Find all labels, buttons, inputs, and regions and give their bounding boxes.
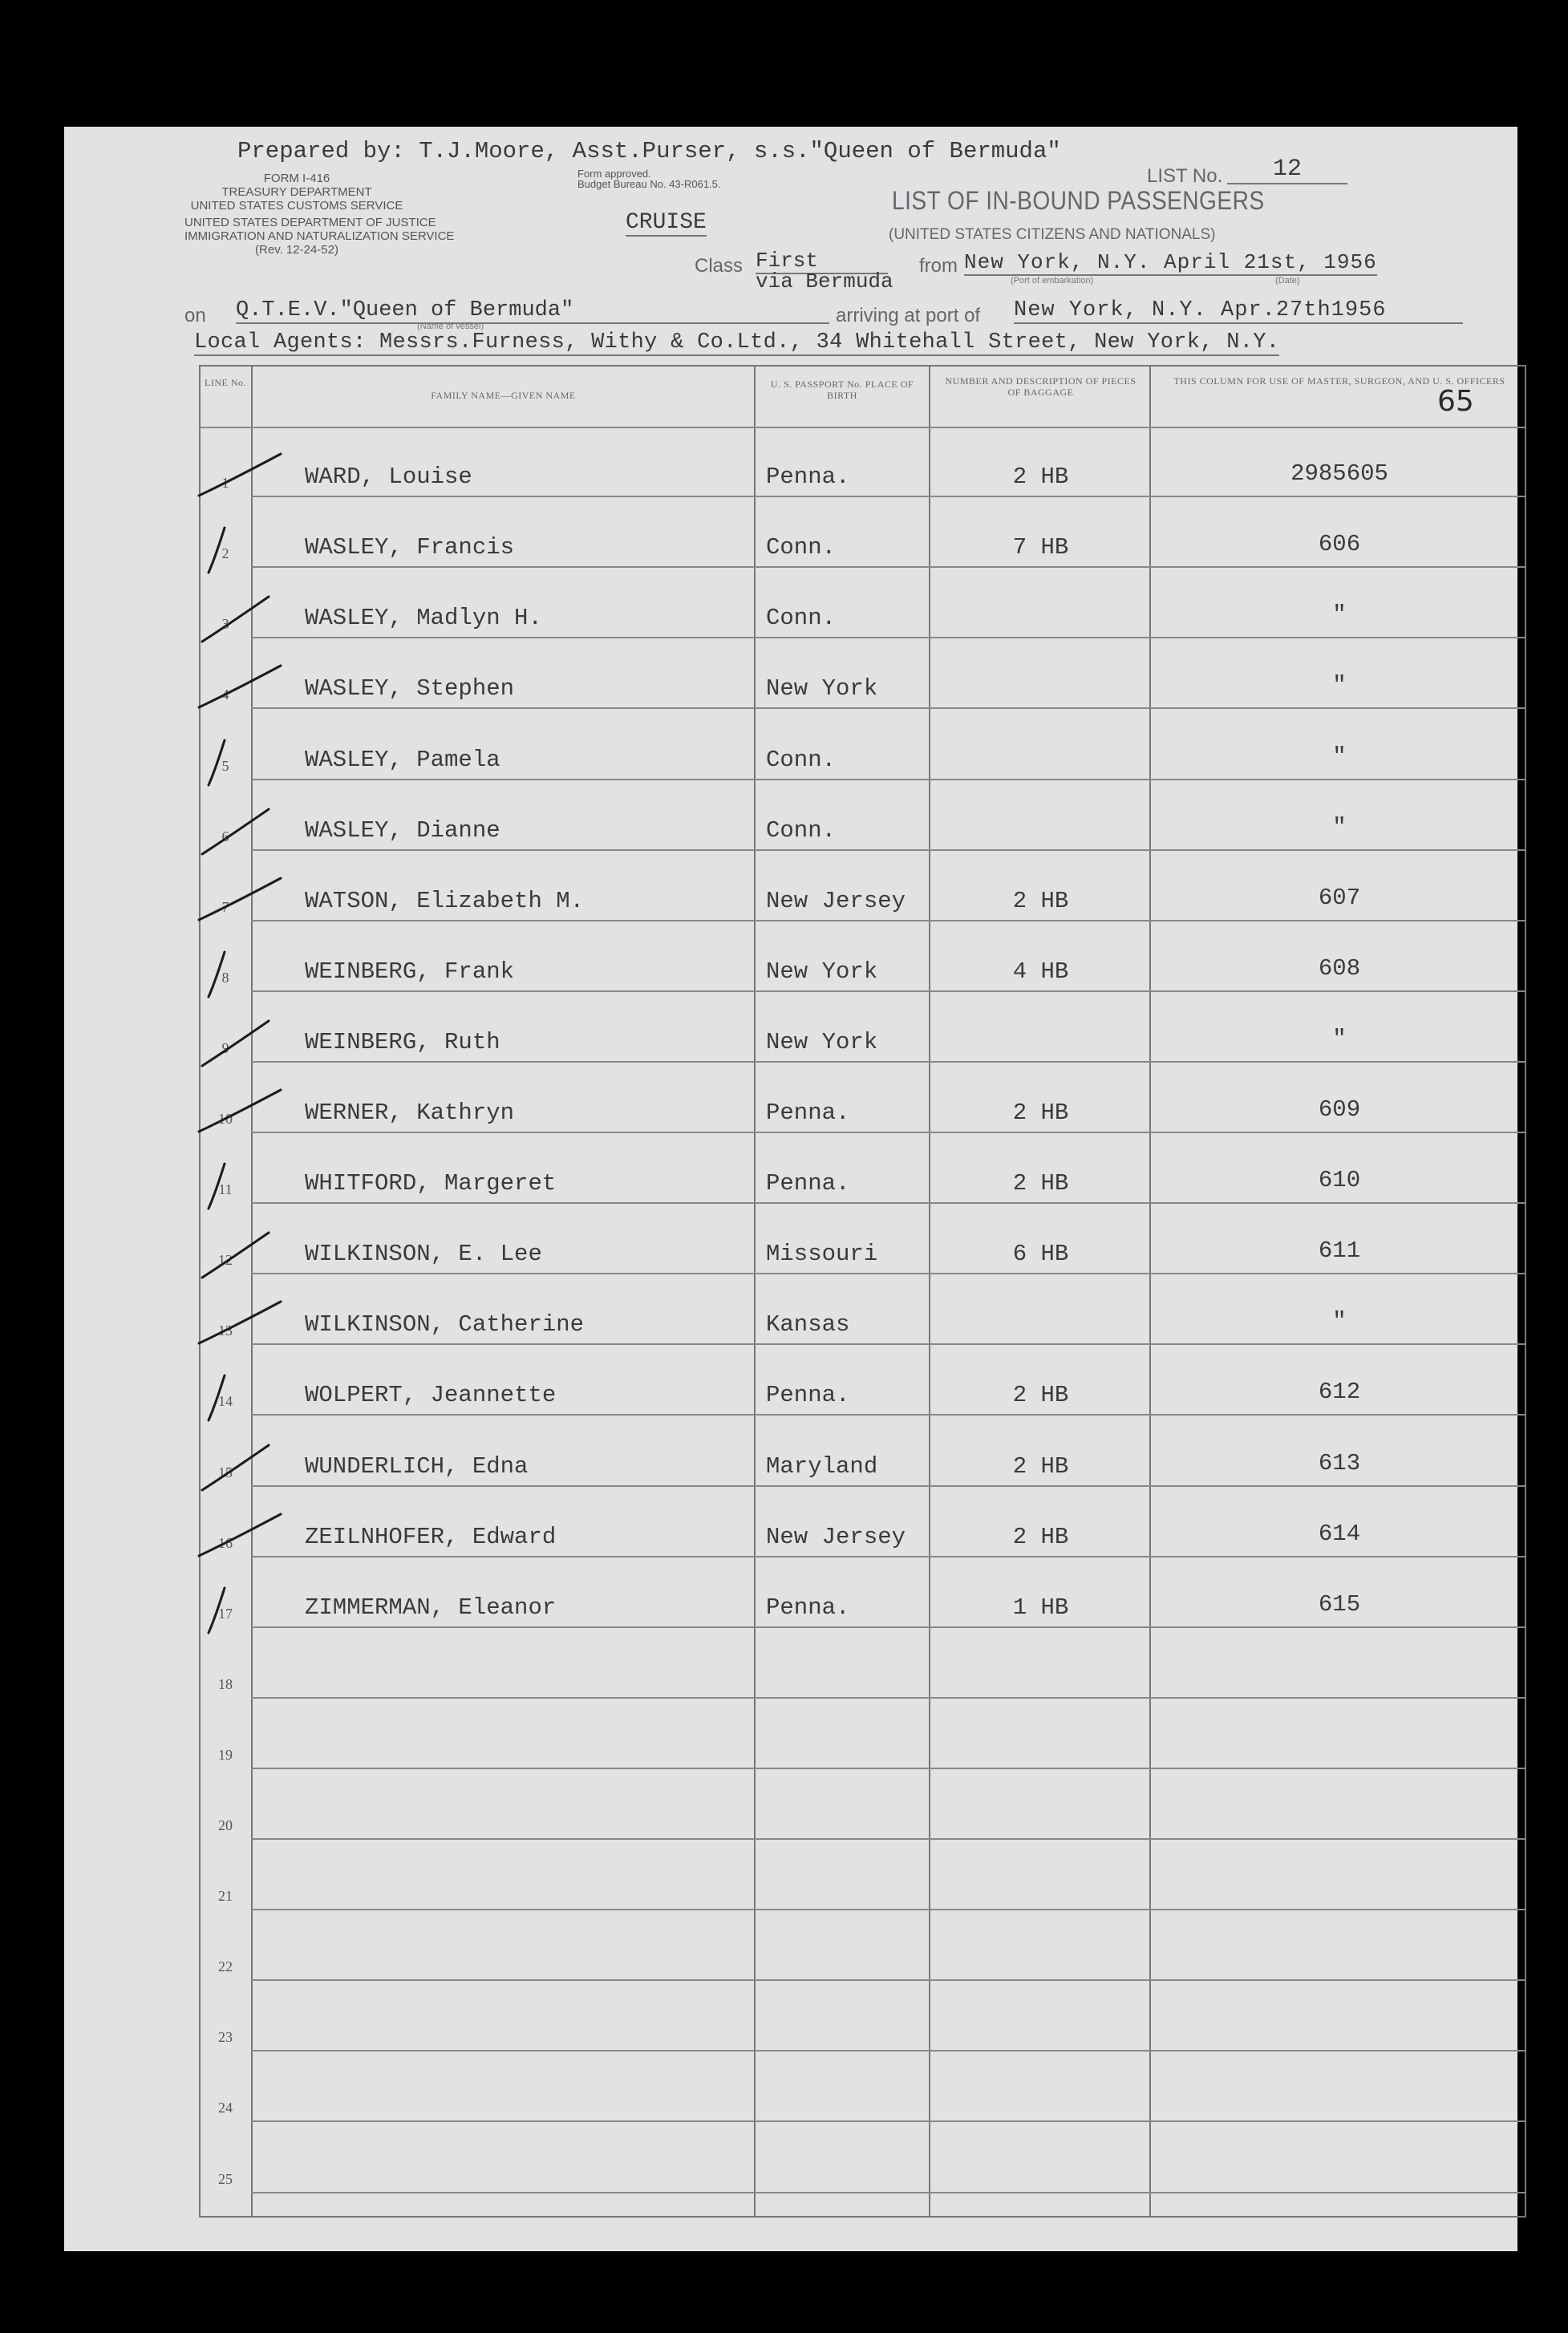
- vessel-name: Q.T.E.V."Queen of Bermuda": [236, 298, 829, 324]
- check-mark-icon: [192, 934, 289, 1007]
- check-mark-icon: [192, 1358, 289, 1430]
- header-line-no: LINE No.: [205, 377, 246, 388]
- row-rule: [251, 1909, 1526, 1910]
- line-number: 11: [218, 1181, 233, 1198]
- place-of-birth: Penna.: [766, 1100, 850, 1126]
- check-mark-icon: [192, 723, 289, 795]
- baggage-count: 2 HB: [1012, 1100, 1069, 1126]
- column-divider: [754, 365, 756, 2218]
- service-line: IMMIGRATION AND NATURALIZATION SERVICE: [184, 229, 455, 243]
- passenger-name: WILKINSON, Catherine: [305, 1311, 585, 1339]
- row-rule: [251, 1556, 1526, 1557]
- place-of-birth: Penna.: [766, 1382, 850, 1409]
- row-rule: [251, 1202, 1526, 1204]
- line-number: 5: [221, 757, 229, 774]
- form-approved: [577, 168, 721, 189]
- header-family-name: FAMILY NAME—GIVEN NAME: [431, 390, 576, 401]
- passenger-name: WASLEY, Dianne: [305, 816, 500, 844]
- arriving-label: arriving at port of: [836, 305, 981, 326]
- row-rule: [251, 637, 1526, 638]
- header-passport: U. S. PASSPORT No. PLACE OF BIRTH: [770, 379, 914, 401]
- officer-note: 610: [1318, 1167, 1361, 1194]
- line-number: 18: [218, 1675, 233, 1692]
- place-of-birth: New Jersey: [766, 887, 906, 914]
- row-rule: [251, 2192, 1526, 2193]
- line-number: 15: [218, 1464, 233, 1480]
- line-number: 12: [218, 1252, 233, 1269]
- officer-note: 606: [1318, 531, 1361, 558]
- row-rule: [251, 990, 1526, 992]
- budget-bureau-line: Budget Bureau No. 43-R061.5.: [577, 178, 721, 190]
- port-caption: (Port of embarkation): [1011, 276, 1094, 286]
- check-mark-icon: [192, 1075, 289, 1148]
- header-officers: THIS COLUMN FOR USE OF MASTER, SURGEON, AND U. S. OFFICERS: [1173, 375, 1505, 387]
- officer-note: ": [1332, 1025, 1347, 1052]
- line-number: 6: [221, 828, 229, 844]
- passenger-name: WATSON, Elizabeth M.: [305, 887, 585, 914]
- revision-line: (Rev. 12-24-52): [255, 243, 338, 257]
- class-label: Class: [695, 255, 743, 277]
- baggage-count: 2 HB: [1012, 1382, 1069, 1409]
- line-number: 24: [218, 2100, 233, 2116]
- vessel-caption: (Name of vessel): [417, 322, 484, 331]
- place-of-birth: New York: [766, 1028, 878, 1055]
- via-route: via Bermuda: [756, 269, 893, 294]
- check-mark-icon: [192, 1287, 289, 1359]
- check-mark-icon: [192, 1146, 289, 1218]
- line-number: 8: [221, 969, 229, 986]
- from-value: New York, N.Y. April 21st, 1956: [964, 250, 1377, 274]
- on-label: on: [184, 305, 206, 326]
- check-mark-icon: [192, 1217, 289, 1289]
- passenger-name: WILKINSON, E. Lee: [305, 1241, 542, 1268]
- officer-note: 613: [1318, 1449, 1361, 1476]
- baggage-count: 1 HB: [1012, 1594, 1069, 1621]
- row-rule: [251, 496, 1526, 497]
- line-number: 9: [221, 1039, 229, 1056]
- line-number: 10: [218, 1111, 233, 1127]
- department-line: UNITED STATES DEPARTMENT OF JUSTICE: [184, 216, 436, 229]
- check-mark-icon: [192, 439, 289, 512]
- check-mark-icon: [192, 651, 289, 723]
- baggage-count: 4 HB: [1012, 958, 1069, 985]
- passenger-name: WOLPERT, Jeannette: [305, 1382, 557, 1409]
- form-approved-line: Form approved.: [577, 168, 651, 180]
- check-mark-icon: [192, 1429, 289, 1501]
- passenger-name: WARD, Louise: [305, 464, 472, 491]
- passenger-list-sheet: [64, 127, 1517, 2251]
- line-number: 1: [221, 475, 229, 492]
- passenger-name: WHITFORD, Margeret: [305, 1170, 557, 1197]
- officer-note: 611: [1318, 1237, 1361, 1265]
- arriving-value: New York, N.Y. Apr.27th1956: [1014, 298, 1463, 324]
- row-rule: [251, 1626, 1526, 1628]
- line-number: 3: [221, 616, 229, 633]
- place-of-birth: Kansas: [766, 1311, 850, 1339]
- service-line: UNITED STATES CUSTOMS SERVICE: [190, 199, 403, 213]
- line-number: 7: [221, 898, 229, 915]
- prepared-by: Prepared by: T.J.Moore, Asst.Purser, s.s."Queen of Bermuda": [237, 138, 1061, 164]
- place-of-birth: Penna.: [766, 1594, 850, 1621]
- officer-note: 612: [1318, 1379, 1361, 1406]
- baggage-count: 2 HB: [1012, 1170, 1069, 1197]
- row-rule: [251, 2120, 1526, 2122]
- check-mark-icon: [192, 510, 289, 582]
- line-number: 4: [221, 687, 229, 703]
- row-rule: [251, 1414, 1526, 1416]
- row-rule: [251, 566, 1526, 568]
- place-of-birth: Penna.: [766, 1170, 850, 1197]
- row-rule: [251, 920, 1526, 921]
- list-no-label: LIST No.: [1147, 165, 1223, 187]
- row-rule: [251, 1061, 1526, 1063]
- officer-note: ": [1332, 743, 1347, 770]
- form-number: FORM I-416: [263, 172, 330, 185]
- officer-note: 607: [1318, 884, 1361, 911]
- line-number: 17: [218, 1605, 233, 1622]
- place-of-birth: New Jersey: [766, 1523, 906, 1550]
- baggage-count: 2 HB: [1012, 887, 1069, 914]
- officer-note: ": [1332, 813, 1347, 840]
- check-mark-icon: [192, 1570, 289, 1642]
- passenger-name: WASLEY, Stephen: [305, 675, 515, 703]
- place-of-birth: New York: [766, 675, 878, 703]
- line-number: 13: [218, 1322, 233, 1339]
- header-rule: [199, 427, 1526, 428]
- line-number: 21: [218, 1888, 233, 1905]
- officer-note: 608: [1318, 954, 1361, 982]
- from-label: from: [919, 255, 958, 277]
- line-number: 20: [218, 1817, 233, 1833]
- place-of-birth: Conn.: [766, 816, 837, 844]
- line-number: 23: [218, 2029, 233, 2046]
- baggage-count: 6 HB: [1012, 1241, 1069, 1268]
- officer-note: ": [1332, 601, 1347, 629]
- row-rule: [251, 1697, 1526, 1699]
- line-number: 19: [218, 1746, 233, 1763]
- place-of-birth: Penna.: [766, 464, 850, 491]
- line-number: 2: [221, 545, 229, 562]
- place-of-birth: New York: [766, 958, 878, 985]
- check-mark-icon: [192, 581, 289, 653]
- passenger-name: WASLEY, Madlyn H.: [305, 605, 542, 632]
- row-rule: [251, 1979, 1526, 1981]
- column-divider: [1149, 365, 1151, 2218]
- row-rule: [251, 779, 1526, 780]
- check-mark-icon: [192, 864, 289, 936]
- form-block: [184, 172, 455, 257]
- place-of-birth: Missouri: [766, 1241, 878, 1268]
- row-rule: [251, 707, 1526, 709]
- row-rule: [251, 1132, 1526, 1133]
- check-mark-icon: [192, 1500, 289, 1572]
- row-rule: [251, 1838, 1526, 1840]
- passenger-name: WUNDERLICH, Edna: [305, 1452, 529, 1480]
- officer-note: 615: [1318, 1590, 1361, 1618]
- baggage-count: 2 HB: [1012, 1452, 1069, 1480]
- baggage-count: 2 HB: [1012, 464, 1069, 491]
- passenger-name: WEINBERG, Frank: [305, 958, 515, 985]
- date-caption: (Date): [1275, 276, 1300, 286]
- officer-note: ": [1332, 1308, 1347, 1335]
- header-baggage: NUMBER AND DESCRIPTION OF PIECES OF BAGGAGE: [945, 375, 1136, 398]
- line-number: 14: [218, 1393, 233, 1410]
- passenger-name: WERNER, Kathryn: [305, 1100, 515, 1126]
- row-rule: [251, 1768, 1526, 1769]
- list-number: 12: [1227, 156, 1347, 184]
- place-of-birth: Conn.: [766, 746, 837, 773]
- passenger-name: WEINBERG, Ruth: [305, 1028, 500, 1055]
- passenger-table: [199, 365, 1526, 2218]
- row-rule: [251, 2050, 1526, 2052]
- officer-note: ": [1332, 672, 1347, 699]
- passenger-name: ZIMMERMAN, Eleanor: [305, 1594, 557, 1621]
- officer-note: 609: [1318, 1096, 1361, 1123]
- place-of-birth: Conn.: [766, 534, 837, 561]
- line-number: 25: [218, 2170, 233, 2187]
- baggage-count: 7 HB: [1012, 534, 1069, 561]
- officer-note: 2985605: [1290, 460, 1388, 488]
- list-subtitle: (UNITED STATES CITIZENS AND NATIONALS): [889, 226, 1216, 243]
- department-line: TREASURY DEPARTMENT: [221, 185, 372, 199]
- row-rule: [251, 1485, 1526, 1487]
- column-divider: [929, 365, 930, 2218]
- page-number: 65: [1437, 385, 1474, 418]
- line-number: 22: [218, 1958, 233, 1975]
- place-of-birth: Maryland: [766, 1452, 878, 1480]
- list-title: LIST OF IN-BOUND PASSENGERS: [892, 186, 1265, 215]
- row-rule: [251, 849, 1526, 851]
- line-number: 16: [218, 1534, 233, 1551]
- cruise-label: CRUISE: [626, 210, 707, 235]
- class-value: First: [756, 249, 888, 274]
- baggage-count: 2 HB: [1012, 1523, 1069, 1550]
- row-rule: [251, 1273, 1526, 1274]
- passenger-name: ZEILNHOFER, Edward: [305, 1523, 557, 1550]
- passenger-name: WASLEY, Francis: [305, 534, 515, 561]
- passenger-name: WASLEY, Pamela: [305, 746, 500, 773]
- local-agents: Local Agents: Messrs.Furness, Withy & Co.Ltd., 34 Whitehall Street, New York, N.Y.: [194, 330, 1280, 354]
- check-mark-icon: [192, 1005, 289, 1077]
- place-of-birth: Conn.: [766, 605, 837, 632]
- officer-note: 614: [1318, 1520, 1361, 1547]
- check-mark-icon: [192, 793, 289, 865]
- row-rule: [251, 1343, 1526, 1345]
